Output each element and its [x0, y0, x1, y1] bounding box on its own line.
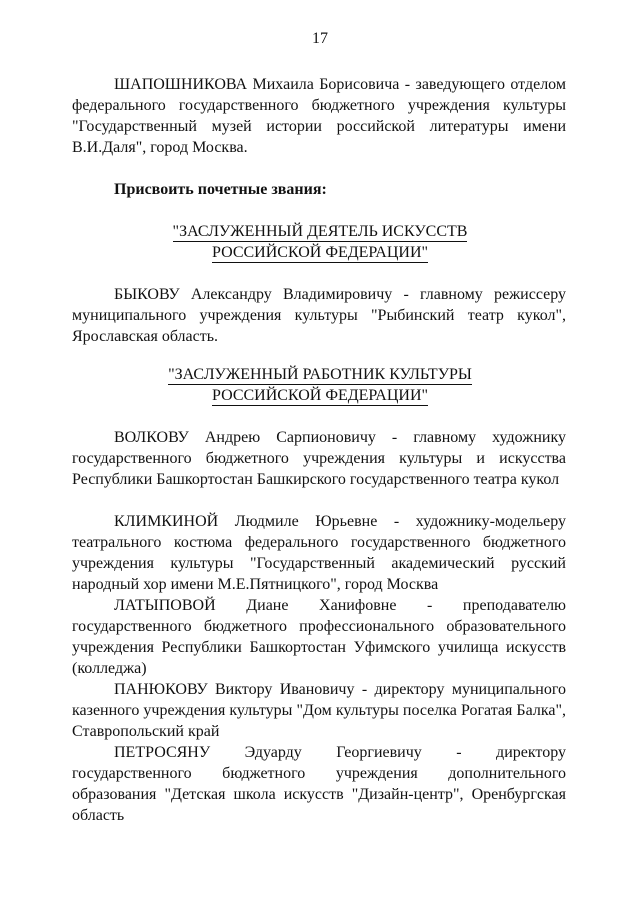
section1-title	[0, 221, 640, 263]
section1-title-line2: РОССИЙСКОЙ ФЕДЕРАЦИИ"	[211, 244, 429, 261]
section2-title-line2: РОССИЙСКОЙ ФЕДЕРАЦИИ"	[211, 387, 429, 404]
section2-entry-petrosyan: ПЕТРОСЯНУ Эдуарду Георгиевичу - директору государственного бюджетного учреждения дополнительного образования "Детская школа искусств "Дизайн-центр", Оренбургская область	[72, 744, 566, 824]
page-number: 17	[312, 30, 328, 47]
section2-entry-panyukov: ПАНЮКОВУ Виктору Ивановичу - директору муниципального казенного учреждения культуры "Дом культуры поселка Рогатая Балка", Ставропольский край	[72, 681, 566, 740]
section2-entry-volkov: ВОЛКОВУ Андрею Сарпионовичу - главному художнику государственного бюджетного учреждения культуры и искусства Республики Башкортостан Башкирского государственного театра кукол	[72, 429, 566, 488]
section2-entry-klimkina: КЛИМКИНОЙ Людмиле Юрьевне - художнику-модельеру театрального костюма федерального государственного бюджетного учреждения культуры "Государственный академический русский народный хор имени М.Е.Пятницкого", город Москва	[72, 513, 566, 593]
section1-entry: БЫКОВУ Александру Владимировичу - главному режиссеру муниципального учреждения культуры "Рыбинский театр кукол", Ярославская область.	[72, 286, 566, 345]
section2-entry-latypova: ЛАТЫПОВОЙ Диане Ханифовне - преподавателю государственного бюджетного профессионального образовательного учреждения Республики Башкортостан Уфимского училища искусств (колледжа)	[72, 597, 566, 677]
heading: Присвоить почетные звания:	[114, 181, 327, 198]
section1-title-line1: "ЗАСЛУЖЕННЫЙ ДЕЯТЕЛЬ ИСКУССТВ	[172, 223, 468, 240]
intro-paragraph: ШАПОШНИКОВА Михаила Борисовича - заведующего отделом федерального государственного бюджетного учреждения культуры "Государственный музей истории российской литературы имени В.И.Даля", город Москва.	[72, 76, 566, 156]
section2-title	[0, 364, 640, 406]
section2-title-line1: "ЗАСЛУЖЕННЫЙ РАБОТНИК КУЛЬТУРЫ	[168, 366, 472, 383]
